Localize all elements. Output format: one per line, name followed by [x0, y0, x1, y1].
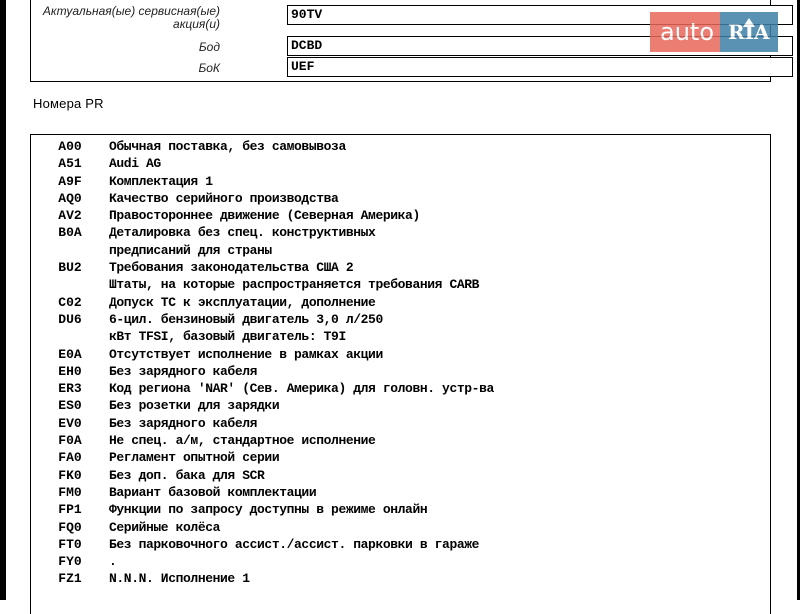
- pr-code: FT0: [58, 536, 82, 552]
- pr-description: Требования законодательства США 2 Штаты, на которые распространяется требования CARB: [109, 260, 480, 293]
- pr-description: Деталировка без спец. конструктивных предписаний для страны: [109, 225, 376, 258]
- pr-row: [31, 570, 770, 587]
- pr-row: [31, 224, 770, 259]
- pr-code: A00: [58, 139, 82, 154]
- pr-description: Функции по запросу доступны в режиме онлайн: [109, 502, 428, 518]
- pr-code: DU6: [58, 311, 82, 327]
- watermark-auto-text: auto: [650, 12, 720, 52]
- pr-row: [31, 432, 770, 449]
- watermark-ria-text: RIA: [728, 20, 770, 44]
- pr-codes-panel: [30, 134, 771, 614]
- pr-description: Комплектация 1: [109, 173, 213, 189]
- pr-row: [31, 380, 770, 397]
- pr-description: Серийные колёса: [109, 519, 221, 535]
- pr-row: [31, 415, 770, 432]
- watermark-logo: [650, 12, 790, 52]
- watermark-ria-block: [720, 12, 778, 52]
- pr-description: 6-цил. бензиновый двигатель 3,0 л/250 кВт TFSI, базовый двигатель: T9I: [109, 311, 383, 345]
- pr-description: Без розетки для зарядки: [109, 398, 280, 414]
- pr-code: FY0: [58, 554, 82, 570]
- pr-description: Не спец. а/м, стандартное исполнение: [109, 433, 376, 449]
- pr-code: FA0: [58, 450, 82, 466]
- pr-row: [31, 207, 770, 224]
- pr-description: Без доп. бака для SCR: [109, 467, 265, 483]
- pr-row: [31, 484, 770, 501]
- pr-row: [31, 294, 770, 311]
- pr-codes-list: [31, 138, 770, 588]
- pr-code: C02: [58, 294, 82, 310]
- ria-triangle-icon: [743, 18, 755, 27]
- pr-row: [31, 155, 770, 172]
- pr-code: A51: [58, 156, 82, 172]
- pr-code: AQ0: [58, 190, 82, 206]
- pr-code: ES0: [58, 398, 82, 414]
- pr-code: B0A: [58, 225, 82, 241]
- pr-code: BU2: [58, 260, 82, 276]
- pr-code: FM0: [58, 484, 82, 500]
- pr-row: [31, 190, 770, 207]
- pr-description: Отсутствует исполнение в рамках акции: [109, 346, 383, 362]
- pr-description: Вариант базовой комплектации: [109, 484, 317, 500]
- bok-value: UEF: [287, 57, 793, 77]
- pr-description: Без зарядного кабеля: [109, 415, 258, 431]
- pr-code: ER3: [58, 381, 82, 397]
- pr-code: FQ0: [58, 519, 82, 535]
- pr-code: FK0: [58, 467, 82, 483]
- pr-description: Без парковочного ассист./ассист. парковки в гараже: [109, 536, 480, 552]
- pr-row: [31, 553, 770, 570]
- bod-label: Бод: [198, 40, 220, 54]
- pr-code: FP1: [58, 502, 82, 518]
- bod-value: DCBD: [287, 36, 793, 56]
- pr-description: Допуск ТС к эксплуатации, дополнение: [109, 294, 376, 310]
- pr-row: [31, 363, 770, 380]
- pr-section-title: Номера PR: [33, 96, 104, 111]
- pr-row: [31, 346, 770, 363]
- pr-row: [31, 519, 770, 536]
- pr-description: Правостороннее движение (Северная Америка): [109, 208, 420, 224]
- pr-code: A9F: [58, 173, 82, 189]
- pr-description: Обычная поставка, без самовывоза: [109, 139, 346, 154]
- pr-row: [31, 259, 770, 294]
- pr-description: Audi AG: [109, 156, 161, 172]
- pr-description: Регламент опытной серии: [109, 450, 280, 466]
- pr-code: F0A: [58, 433, 82, 449]
- pr-row: [31, 311, 770, 346]
- pr-code: AV2: [58, 208, 82, 224]
- pr-row: [31, 138, 770, 155]
- bok-label: БоК: [198, 61, 220, 75]
- service-action-label: Актуальная(ые) сервисная(ые) акция(и): [42, 4, 220, 31]
- pr-code: EV0: [58, 415, 82, 431]
- pr-row: [31, 501, 770, 518]
- pr-row: [31, 467, 770, 484]
- left-edge: [0, 0, 6, 600]
- pr-code: FZ1: [58, 571, 82, 587]
- pr-row: [31, 449, 770, 466]
- pr-description: N.N.N. Исполнение 1: [109, 571, 250, 587]
- pr-description: Без зарядного кабеля: [109, 363, 258, 379]
- pr-row: [31, 397, 770, 414]
- pr-row: [31, 173, 770, 190]
- pr-row: [31, 536, 770, 553]
- pr-description: .: [109, 554, 117, 570]
- pr-description: Код региона 'NAR' (Сев. Америка) для головн. устр-ва: [109, 381, 494, 397]
- pr-description: Качество серийного производства: [109, 190, 339, 206]
- pr-code: E0A: [58, 346, 82, 362]
- pr-code: EH0: [58, 363, 82, 379]
- service-action-value: 90TV: [287, 5, 793, 25]
